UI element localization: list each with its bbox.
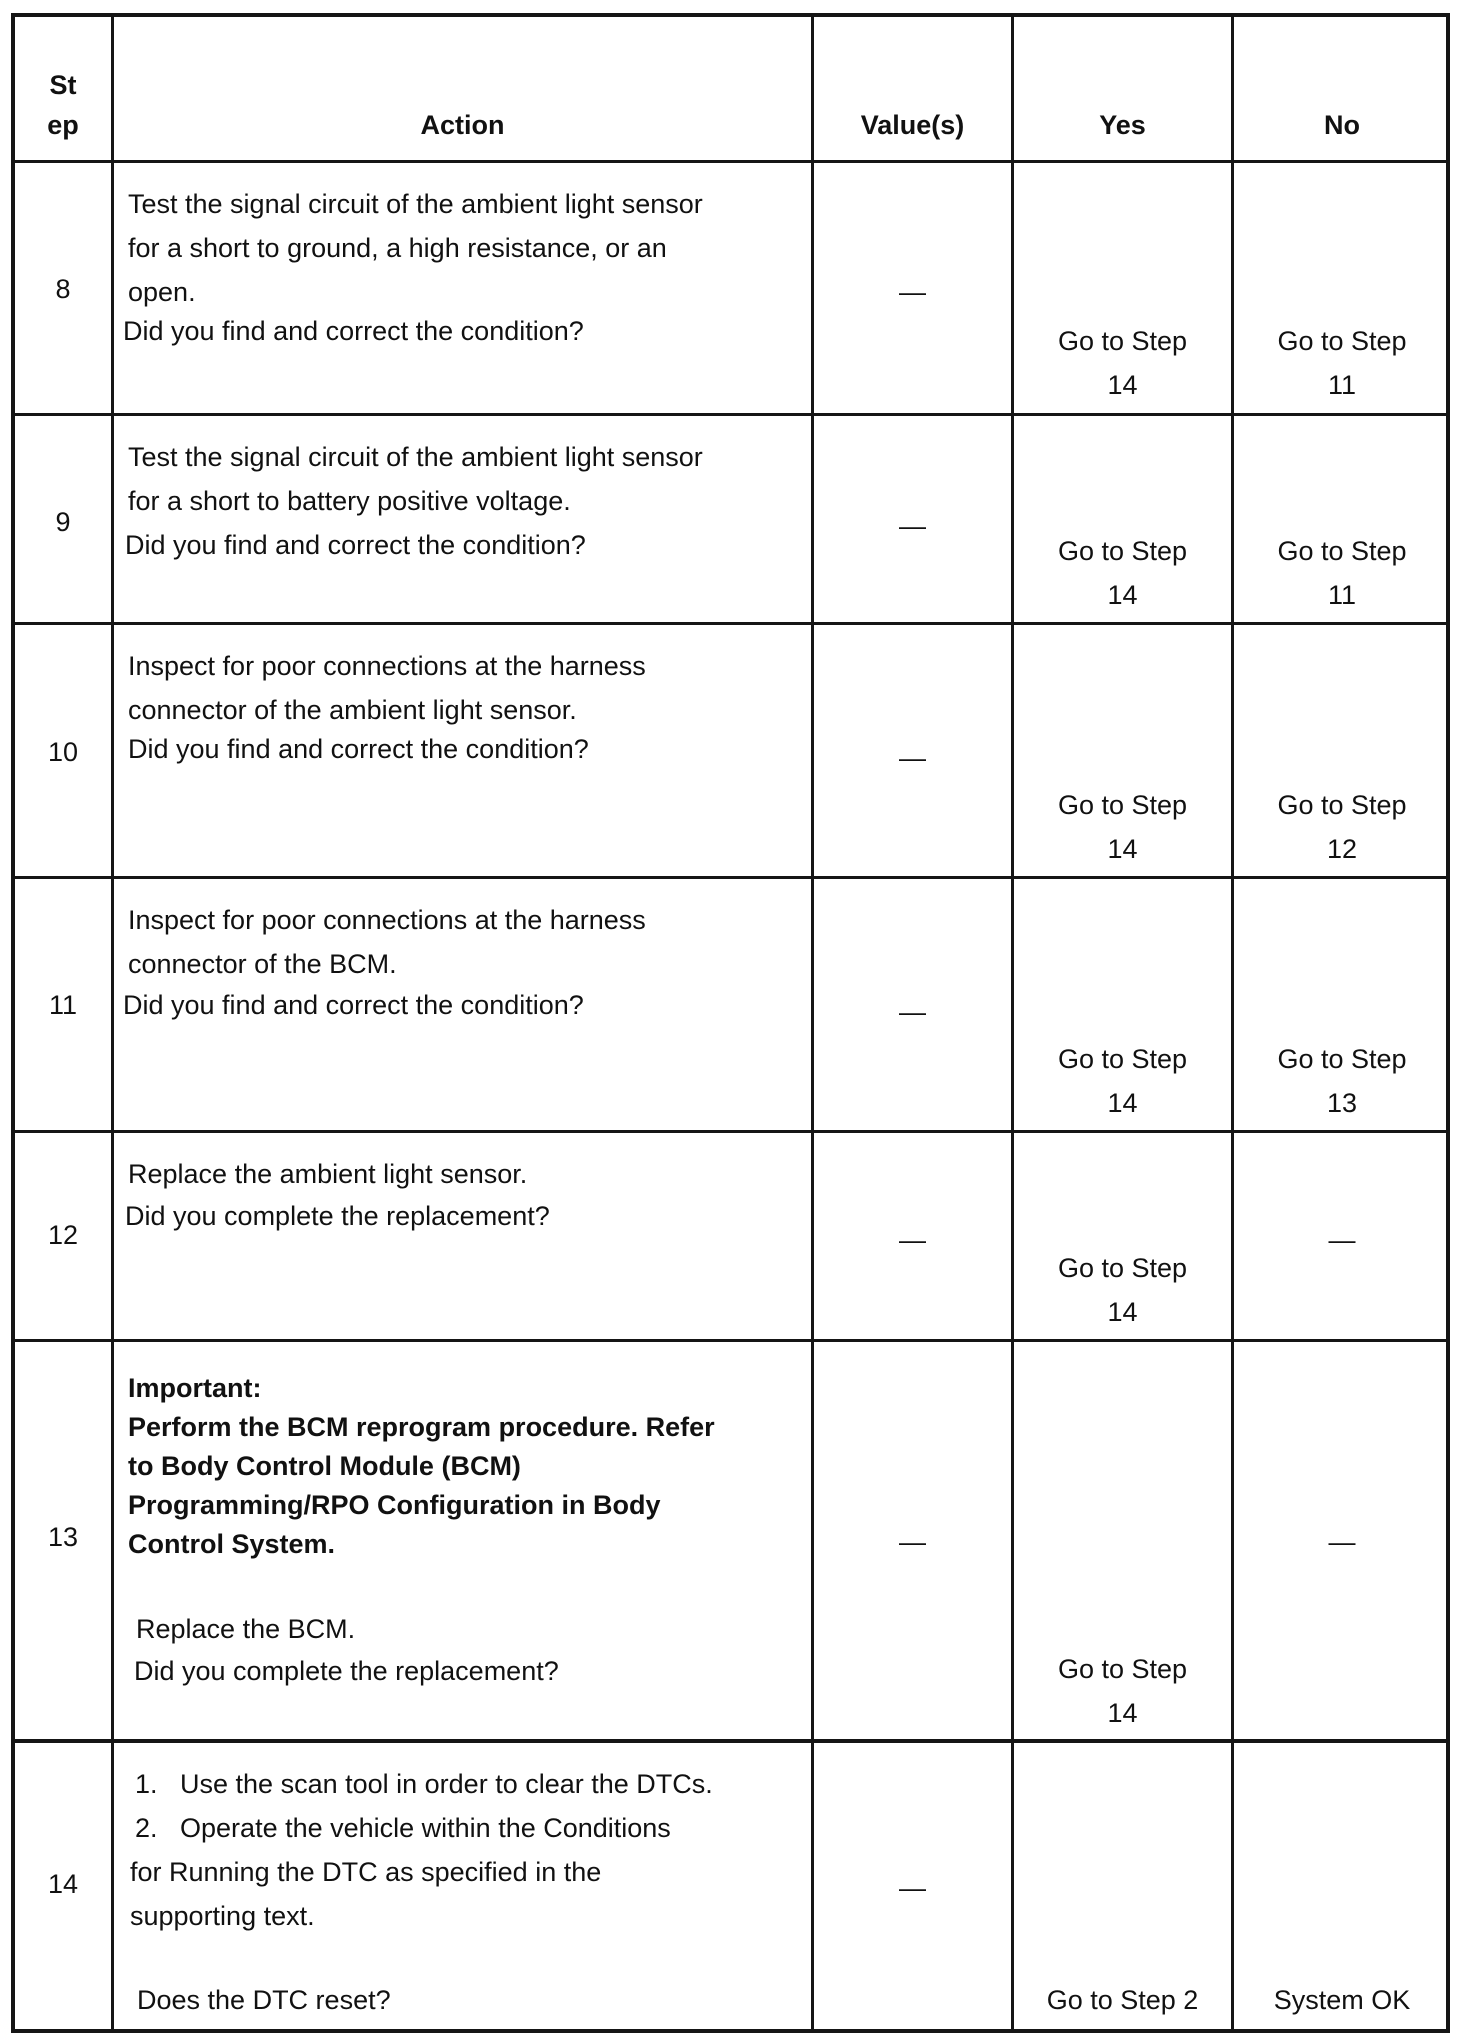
- action-line: connector of the BCM.: [128, 949, 397, 979]
- action-line: connector of the ambient light sensor.: [128, 695, 577, 725]
- no-target: System OK: [1273, 1985, 1411, 2015]
- step-number: 9: [55, 507, 71, 537]
- diagnostic-table: [11, 13, 1450, 2033]
- row-divider: [15, 160, 1446, 163]
- yes-target: [1014, 1037, 1231, 1125]
- yes-target-label: Go to Step: [1057, 790, 1188, 820]
- yes-target: [1014, 319, 1231, 407]
- value-dash: —: [899, 277, 926, 307]
- no-target-step: 12: [1326, 834, 1358, 864]
- no-target-step: 11: [1327, 370, 1357, 400]
- value-dash: —: [899, 743, 926, 773]
- yes-target-label: Go to Step: [1057, 536, 1188, 566]
- yes-target-step: 14: [1107, 1698, 1138, 1728]
- step-number: 13: [47, 1522, 79, 1552]
- action-line: open.: [128, 277, 196, 307]
- action-line: Test the signal circuit of the ambient light sensor: [128, 189, 703, 219]
- action-line: 1. Use the scan tool in order to clear the DTCs.: [135, 1769, 713, 1799]
- yes-target: [1014, 529, 1231, 617]
- yes-target-label: Go to Step: [1057, 326, 1188, 356]
- value-dash: —: [899, 1527, 926, 1557]
- row-divider: [15, 413, 1446, 416]
- action-question: Did you find and correct the condition?: [123, 990, 584, 1020]
- action-line: Inspect for poor connections at the harness: [128, 651, 646, 681]
- important-line: Control System.: [128, 1529, 336, 1559]
- header-step-line1: St: [49, 70, 77, 100]
- action-line: supporting text.: [130, 1901, 315, 1931]
- action-line: for Running the DTC as specified in the: [130, 1857, 602, 1887]
- no-target-step: 13: [1326, 1088, 1358, 1118]
- no-target-label: Go to Step: [1277, 536, 1407, 566]
- step-number: 12: [47, 1220, 79, 1250]
- step-number: 14: [47, 1869, 79, 1899]
- header-step-line2: ep: [47, 110, 79, 140]
- value-dash: —: [899, 1225, 926, 1255]
- important-line: Perform the BCM reprogram procedure. Refer: [128, 1412, 715, 1442]
- no-target-label: Go to Step: [1277, 326, 1407, 356]
- value-dash: —: [899, 1873, 926, 1903]
- header-action: Action: [420, 110, 505, 140]
- yes-target-label: Go to Step: [1057, 1253, 1188, 1283]
- no-target: [1234, 319, 1450, 407]
- action-line: Test the signal circuit of the ambient light sensor: [128, 442, 703, 472]
- action-question: Does the DTC reset?: [137, 1985, 391, 2015]
- row-divider: [15, 876, 1446, 879]
- yes-target-step: 14: [1107, 580, 1138, 610]
- yes-target-label: Go to Step: [1057, 1044, 1188, 1074]
- action-line: Replace the ambient light sensor.: [128, 1159, 528, 1189]
- important-line: Programming/RPO Configuration in Body: [128, 1490, 661, 1520]
- no-dash: —: [1328, 1225, 1356, 1255]
- important-heading: Important:: [128, 1373, 262, 1403]
- step-number: 10: [47, 737, 79, 767]
- yes-target-step: 14: [1107, 834, 1138, 864]
- yes-target: [1014, 1647, 1231, 1735]
- value-dash: —: [899, 511, 926, 541]
- action-line: for a short to ground, a high resistance, or an: [128, 233, 667, 263]
- row-divider: [15, 622, 1446, 625]
- no-dash: —: [1328, 1527, 1356, 1557]
- action-line: Inspect for poor connections at the harness: [128, 905, 646, 935]
- row-divider: [15, 1339, 1446, 1342]
- no-target-step: 11: [1327, 580, 1357, 610]
- value-dash: —: [899, 997, 926, 1027]
- header-no: No: [1324, 110, 1360, 140]
- yes-target: Go to Step 2: [1046, 1985, 1199, 2015]
- row-divider: [15, 1130, 1446, 1133]
- row-divider: [15, 1739, 1446, 1743]
- header-yes: Yes: [1099, 110, 1146, 140]
- action-question: Did you complete the replacement?: [134, 1656, 559, 1686]
- column-divider: [111, 17, 114, 2029]
- yes-target: [1014, 783, 1231, 871]
- action-question: Did you find and correct the condition?: [128, 734, 589, 764]
- action-question: Did you complete the replacement?: [125, 1201, 550, 1231]
- action-question: Did you find and correct the condition?: [125, 530, 586, 560]
- yes-target-step: 14: [1107, 370, 1138, 400]
- yes-target-step: 14: [1107, 1088, 1138, 1118]
- step-number: 8: [55, 274, 71, 304]
- action-question: Did you find and correct the condition?: [123, 316, 584, 346]
- action-line: 2. Operate the vehicle within the Conditions: [135, 1813, 671, 1843]
- no-target: [1234, 529, 1450, 617]
- no-target-label: Go to Step: [1277, 1044, 1407, 1074]
- header-step: [15, 65, 111, 145]
- no-target: [1234, 783, 1450, 871]
- yes-target-label: Go to Step: [1057, 1654, 1188, 1684]
- important-line: to Body Control Module (BCM): [128, 1451, 521, 1481]
- action-line: Replace the BCM.: [136, 1614, 356, 1644]
- no-target: [1234, 1037, 1450, 1125]
- yes-target-step: 14: [1107, 1297, 1138, 1327]
- no-target-label: Go to Step: [1277, 790, 1407, 820]
- header-values: Value(s): [860, 110, 965, 140]
- action-line: for a short to battery positive voltage.: [128, 486, 571, 516]
- yes-target: [1014, 1246, 1231, 1334]
- step-number: 11: [48, 990, 78, 1020]
